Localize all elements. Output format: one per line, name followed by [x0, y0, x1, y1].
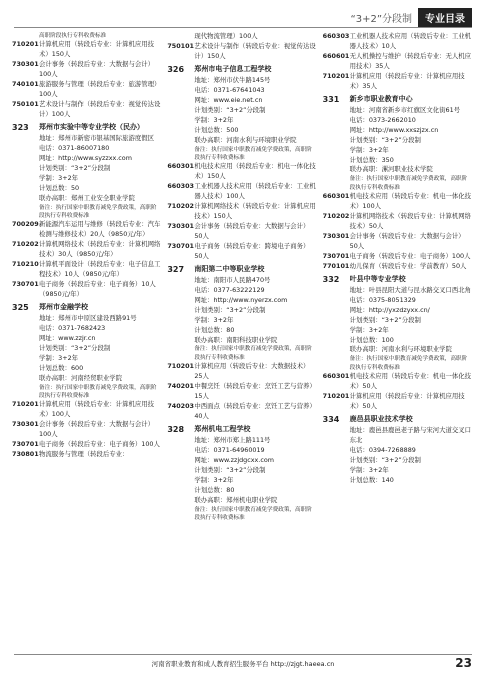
major-text: 计算机网络技术（转段后专业：计算机应用技术）150人 [194, 202, 316, 220]
major-entry [12, 400, 161, 420]
school-number: 332 [322, 274, 340, 284]
school-info-line: 计划总数：500 [194, 125, 239, 134]
school-info-line: 网址：www.eie.net.cn [194, 96, 263, 104]
school-name-row [323, 274, 472, 286]
school-info-line: 电话：0375-8051329 [349, 295, 416, 304]
school-info-line: 地址：南阳市人民路470号 [194, 276, 271, 284]
major-code: 710201 [12, 400, 39, 409]
school-info-line: 计划总数：350 [349, 155, 394, 164]
content-columns [12, 32, 472, 652]
school-block [167, 264, 316, 346]
major-code: 660301 [167, 162, 195, 171]
school-block [323, 414, 472, 486]
major-entry [167, 222, 316, 242]
school-info-line: 学制：3+2年 [349, 325, 389, 334]
school-info-line: 地址：郑州市中原区建设西路91号 [39, 314, 137, 323]
major-code: 710201 [167, 362, 195, 371]
major-entry [167, 182, 316, 202]
major-entry [167, 382, 316, 402]
school-info-line: 电话：0377-63222129 [194, 285, 265, 294]
school-info-line: 网址：http://www.xxszjzx.cn [349, 125, 439, 134]
school-info-line: 学制：3+2年 [39, 173, 79, 182]
school-name: 新乡市职业教育中心 [349, 94, 413, 103]
major-code: 710201 [322, 392, 350, 400]
school-info-line: 联办高职：郑州机电职业学院 [194, 495, 278, 504]
major-text: 幼儿保育（转段后专业：学前教育）50人 [349, 261, 467, 270]
school-info-line: 网址：http://www.nyerzx.com [194, 295, 288, 304]
major-text: 艺术设计与制作（转段后专业：视觉传达设计）100人 [39, 99, 161, 118]
school-name-row [12, 122, 161, 134]
major-entry [167, 42, 316, 62]
header-tag: 专业目录 [418, 8, 472, 27]
major-text: 工业机器人技术应用（转段后专业：工业机器人技术）100人 [194, 182, 316, 201]
major-code: 660303 [322, 32, 350, 40]
school-info-line: 学制：3+2年 [194, 475, 234, 484]
school-info-line: 计划总数：100 [349, 335, 394, 344]
major-code: 710201 [12, 40, 39, 49]
school-info-line: 计划类别：“3+2”分段制 [39, 343, 111, 352]
major-code: 730301 [322, 231, 350, 240]
major-entry [167, 242, 316, 262]
school-info-line: 学制：3+2年 [194, 315, 234, 324]
school-info-line: 电话：0371-67641043 [194, 86, 265, 95]
school-info-line: 联办高职：河南水利与环境职业学院 [349, 345, 452, 354]
major-entry [323, 262, 472, 272]
major-code: 710202 [167, 202, 195, 211]
major-entry [12, 440, 161, 450]
major-entry [323, 232, 472, 252]
school-info-line: 计划总数：140 [349, 475, 394, 484]
school-block [323, 274, 472, 356]
major-text: 会计事务（转段后专业：大数据与会计）50人 [349, 231, 465, 250]
school-info-line: 网址：http://www.syzzxx.com [39, 154, 132, 162]
school-name-row [323, 94, 472, 106]
header-rule [14, 27, 472, 28]
school-block [323, 94, 472, 176]
major-code: 740101 [12, 80, 39, 89]
major-code: 740203 [167, 401, 195, 410]
page-header [351, 8, 472, 26]
major-text: 中西面点（转段后专业：烹饪工艺与营养）40人 [194, 401, 316, 420]
major-text: 电子商务（转段后专业：电子商务）100人 [39, 440, 160, 449]
school-info-line: 计划类别：“3+2”分段制 [349, 456, 421, 464]
major-code: 730301 [12, 60, 39, 69]
school-info-line: 网址：http://yxzdzyxx.cn/ [349, 305, 430, 314]
major-entry [323, 52, 472, 72]
major-entry [12, 80, 161, 100]
major-entry [12, 280, 161, 300]
school-number: 334 [322, 414, 340, 424]
school-name: 郑州市电子信息工程学校 [194, 64, 272, 73]
school-info-line: 地址：鹿邑县鹿邑老子路与宋河大道交叉口东北 [349, 426, 472, 445]
major-code: 730301 [167, 221, 195, 230]
column-1 [12, 32, 161, 652]
major-entry [12, 100, 161, 120]
school-name-row [167, 64, 316, 76]
school-name-row [167, 264, 316, 276]
major-text: 会计事务（转段后专业：大数据与会计）100人 [39, 60, 155, 79]
major-entry [12, 220, 161, 240]
school-info-line: 计划类别：“3+2”分段制 [349, 135, 421, 144]
header-label: “3+2”分段制 [350, 13, 412, 25]
major-code: 770101 [322, 261, 350, 270]
major-code: 710201 [322, 71, 350, 80]
fee-note: 备注：执行国家中职教育减免学费政策，高职阶段执行专科收费标准 [349, 176, 468, 191]
major-code: 700209 [12, 220, 39, 229]
major-entry [323, 192, 472, 212]
school-info-line: 电话：0371-86007180 [39, 144, 110, 153]
school-block [12, 122, 161, 204]
major-entry [323, 212, 472, 232]
fee-note: 备注：执行国家中职教育减免学费政策，高职阶段执行专科收费标准 [194, 146, 312, 161]
school-info-line: 地址：郑州市新密市银基国际旅游度假区 [39, 134, 155, 143]
major-entry [12, 260, 161, 280]
school-number: 331 [322, 94, 340, 104]
major-entry [12, 420, 161, 440]
school-info-line: 地址：郑州市伏牛路145号 [194, 76, 271, 85]
major-text: 电子商务（转段后专业：电子商务）10人（9850元/年） [39, 279, 156, 298]
school-name: 南阳第二中等职业学校 [194, 264, 265, 273]
school-info-line: 计划总数：600 [39, 363, 84, 372]
page-number: 23 [455, 656, 472, 670]
school-name: 郑州市实验中等专业学校（民办） [39, 122, 144, 131]
school-info-line: 电话：0394-7268889 [349, 446, 416, 455]
school-info-line: 学制：3+2年 [194, 115, 234, 124]
school-name: 郑州机电工程学校 [194, 424, 251, 433]
major-code: 730701 [322, 251, 350, 260]
school-info-line: 电话：0371-7682423 [39, 324, 106, 333]
school-info-line: 电话：0373-2662010 [349, 115, 416, 124]
major-text: 电子商务（转段后专业：电子商务）100人 [349, 251, 471, 260]
major-code: 730701 [12, 440, 39, 449]
major-entry [12, 40, 161, 60]
school-block [167, 64, 316, 146]
major-entry [12, 60, 161, 80]
school-info-line: 计划类别：“3+2”分段制 [194, 305, 266, 314]
major-entry [323, 252, 472, 262]
major-entry [323, 72, 472, 92]
major-text: 中餐烹饪（转段后专业：烹饪工艺与营养）15人 [194, 382, 316, 400]
major-text: 艺术设计与制作（转段后专业：视觉传达设计）150人 [194, 41, 316, 60]
major-text: 计算机网络技术（转段后专业：计算机网络技术）50人 [349, 212, 472, 230]
major-entry [167, 162, 316, 182]
continued-text: 现代物流管理）100人 [194, 32, 258, 40]
major-entry [167, 362, 316, 382]
school-info-line: 联办高职：河南经贸职业学院 [39, 373, 123, 382]
major-text: 计算机网络技术（转段后专业：计算机网络技术）30人（9850元/年） [39, 240, 161, 259]
fee-note: 备注：执行国家中职教育减免学费政策，高职阶段执行专科收费标准 [194, 506, 312, 521]
major-entry [323, 32, 472, 52]
major-text: 机电技术应用（转段后专业：机电一体化技术）150人 [194, 162, 316, 181]
major-text: 计算机应用（转段后专业：大数据技术）25人 [194, 362, 310, 381]
major-code: 730301 [12, 420, 39, 429]
major-code: 660303 [167, 182, 195, 191]
school-info-line: 地址：叶县昆阳大道与昆水路交叉口西北角 [349, 285, 472, 294]
footer-text: 河南省职业教育和成人教育招生服务平台 http://zjgt.haeea.cn [151, 659, 335, 668]
school-info-line: 学制：3+2年 [349, 465, 389, 474]
school-info-line: 计划总数：50 [39, 183, 80, 192]
school-info-line: 学制：3+2年 [349, 145, 389, 154]
major-code: 660301 [322, 192, 350, 201]
school-info-line: 计划类别：“3+2”分段制 [39, 163, 111, 172]
school-name-row [167, 424, 316, 436]
school-block [12, 302, 161, 384]
major-text: 计算机应用（转段后专业：计算机应用技术）35人 [349, 71, 465, 90]
major-code: 730701 [167, 241, 195, 250]
major-text: 计算机应用（转段后专业：计算机应用技术）50人 [349, 392, 465, 410]
column-2 [167, 32, 316, 652]
major-code: 710210 [12, 260, 39, 269]
school-info-line: 计划类别：“3+2”分段制 [194, 465, 266, 474]
school-number: 323 [12, 122, 29, 132]
school-name-row [12, 302, 161, 314]
major-code: 710202 [12, 240, 39, 249]
school-info-line: 地址：河南省新乡市红旗区文化街61号 [349, 105, 461, 114]
school-info-line: 计划总数：80 [194, 325, 235, 334]
school-info-line: 联办高职：河南水利与环境职业学院 [194, 135, 297, 144]
school-info-line: 学制：3+2年 [39, 353, 79, 362]
school-name: 叶县中等专业学校 [349, 274, 406, 283]
major-text: 机电技术应用（转段后专业：机电一体化技术）100人 [349, 192, 472, 211]
fee-note: 备注：执行国家中职教育减免学费政策，高职阶段执行专科收费标准 [349, 356, 468, 371]
school-info-line: 电话：0371-64960019 [194, 446, 265, 455]
fee-note: 高职阶段执行专科收费标准 [39, 33, 107, 39]
major-code: 660601 [322, 51, 350, 60]
column-3 [323, 32, 472, 652]
major-entry [167, 202, 316, 222]
major-entry [323, 372, 472, 392]
school-number: 328 [167, 424, 185, 434]
page-footer [14, 654, 472, 671]
major-code: 750101 [12, 99, 39, 108]
major-text: 无人机操控与维护（转段后专业：无人机应用技术）35人 [349, 51, 472, 70]
major-text: 会计事务（转段后专业：大数据与会计）100人 [39, 420, 155, 439]
school-info-line: 计划类别：“3+2”分段制 [349, 315, 421, 324]
major-code: 660301 [322, 372, 350, 381]
major-code: 750101 [167, 41, 195, 50]
school-name: 郑州市金融学校 [39, 302, 88, 311]
school-name-row [323, 414, 472, 426]
school-info-line: 联办高职：南阳科技职业学院 [194, 335, 278, 344]
fee-note: 备注：执行国家中职教育减免学费政策，高职阶段执行专科收费标准 [39, 384, 157, 399]
school-number: 327 [167, 264, 185, 274]
school-info-line: 计划总数：80 [194, 485, 235, 494]
major-text: 机电技术应用（转段后专业：机电一体化技术）50人 [349, 372, 472, 391]
major-code: 730701 [12, 279, 39, 288]
major-text: 计算机平面设计（转段后专业：电子信息工程技术）10人（9850元/年） [39, 260, 161, 278]
school-info-line: 地址：郑州市郑上路111号 [194, 436, 271, 445]
major-code: 710202 [322, 212, 350, 220]
major-text: 旅游服务与管理（转段后专业：旅游管理）100人 [39, 80, 161, 98]
school-info-line: 联办高职：郑州工业安全职业学院 [39, 193, 135, 202]
school-info-line: 计划类别：“3+2”分段制 [194, 105, 266, 114]
school-block [167, 424, 316, 506]
fee-note: 备注：执行国家中职教育减免学费政策，高职阶段执行专科收费标准 [194, 346, 312, 361]
major-entry [12, 240, 161, 260]
major-text: 会计事务（转段后专业：大数据与会计）50人 [194, 221, 310, 240]
school-number: 325 [12, 302, 29, 312]
major-text: 计算机应用（转段后专业：计算机应用技术）150人 [39, 40, 155, 59]
fee-note: 备注：执行国家中职教育减免学费政策，高职阶段执行专科收费标准 [39, 204, 157, 219]
major-text: 工业机器人技术应用（转段后专业：工业机器人技术）10人 [349, 32, 472, 50]
major-entry [167, 402, 316, 422]
school-info-line: 网址：www.zzjdgcxx.com [194, 456, 274, 464]
school-info-line: 联办高职：漯河职业技术学院 [349, 165, 433, 174]
major-text: 新能源汽车运用与维修（转段后专业：汽车检测与维修技术）20人（9850元/年） [39, 220, 161, 239]
major-code: 740201 [167, 382, 195, 391]
major-text: 计算机应用（转段后专业：计算机应用技术）100人 [39, 400, 155, 419]
major-text: 电子商务（转段后专业：跨境电子商务）50人 [194, 241, 310, 260]
school-name: 鹿邑县职业技术学校 [349, 414, 413, 423]
major-text: 物流服务与管理（转段后专业： [39, 450, 129, 458]
school-info-line: 网址：www.zzjr.cn [39, 334, 96, 342]
school-number: 326 [167, 64, 185, 74]
major-entry [323, 392, 472, 412]
major-entry [12, 450, 161, 460]
major-code: 730801 [12, 450, 39, 458]
